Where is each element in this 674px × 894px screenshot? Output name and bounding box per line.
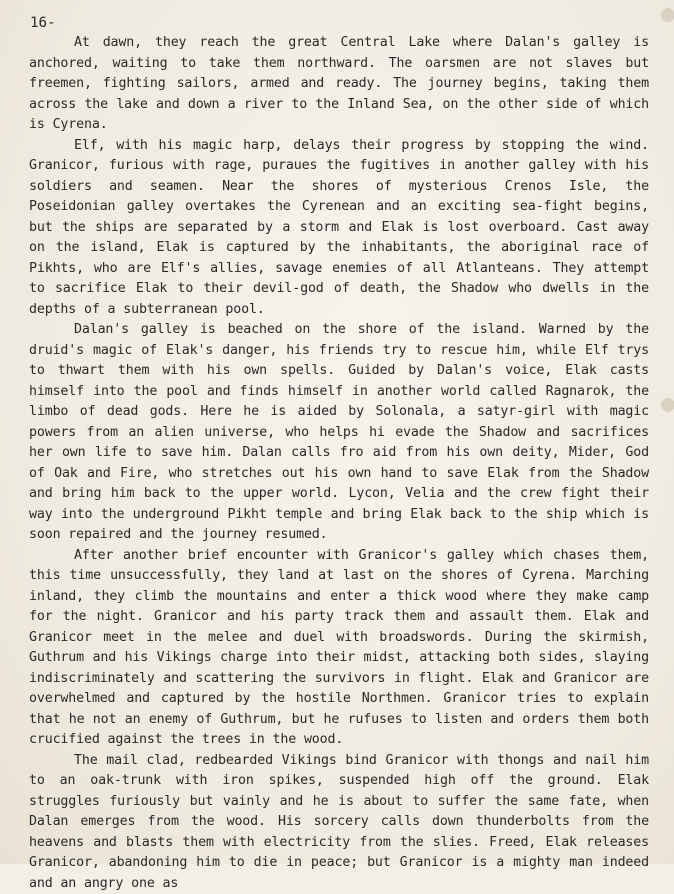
page-number: 16- [30,13,56,33]
punch-hole-top [661,8,674,22]
typed-text-body [29,33,649,894]
paragraph-5: The mail clad, redbearded Vikings bind Granicor with thongs and nail him to an oak-trunk with iron spikes, suspended high off the ground. Elak struggles furiously but vainly and he is about to suffer the same fate, when Dalan emerges from the wood. His sorcery calls down thunderbolts from the heavens and blasts them with electricity from the slies. Freed, Elak releases Granicor, abandoning him to die in peace; but Granicor is a mighty man indeed and an angry one as [29,751,649,894]
paragraph-4: After another brief encounter with Granicor's galley which chases them, this time unsuccessfully, they land at last on the shores of Cyrena. Marching inland, they climb the mountains and enter a thick wood where they make camp for the night. Granicor and his party track them and assault them. Elak and Granicor meet in the melee and duel with broadswords. During the skirmish, Guthrum and his Vikings charge into their midst, attacking both sides, slaying indiscriminately and scattering the survivors in flight. Elak and Granicor are overwhelmed and captured by the hostile Northmen. Granicor tries to explain that he not an enemy of Guthrum, but he rufuses to listen and orders them both crucified against the trees in the wood. [29,546,649,751]
paragraph-3: Dalan's galley is beached on the shore of the island. Warned by the druid's magic of Elak's danger, his friends try to rescue him, while Elf trys to thwart them with his own spells. Guided by Dalan's voice, Elak casts himself into the pool and finds himself in another world called Ragnarok, the limbo of dead gods. Here he is aided by Solonala, a satyr-girl with magic powers from an alien universe, who helps hi evade the Shadow and sacrifices her own life to save him. Dalan calls fro aid from his own deity, Mider, God of Oak and Fire, who stretches out his own hand to save Elak from the Shadow and bring him back to the upper world. Lycon, Velia and the crew fight their way into the underground Pikht temple and bring Elak back to the ship which is soon repaired and the journey resumed. [29,320,649,546]
punch-hole-middle [661,398,674,412]
paragraph-1: At dawn, they reach the great Central Lake where Dalan's galley is anchored, waiting to take them northward. The oarsmen are not slaves but freemen, fighting sailors, armed and ready. The journey begins, taking them across the lake and down a river to the Inland Sea, on the other side of which is Cyrena. [29,33,649,136]
paragraph-2: Elf, with his magic harp, delays their progress by stopping the wind. Granicor, furious with rage, puraues the fugitives in another galley with his soldiers and seamen. Near the shores of mysterious Crenos Isle, the Poseidonian galley overtakes the Cyrenean and an exciting sea-fight begins, but the ships are separated by a storm and Elak is lost overboard. Cast away on the island, Elak is captured by the inhabitants, the aboriginal race of Pikhts, who are Elf's allies, savage enemies of all Atlanteans. They attempt to sacrifice Elak to their devil-god of death, the Shadow who dwells in the depths of a subterranean pool. [29,136,649,321]
